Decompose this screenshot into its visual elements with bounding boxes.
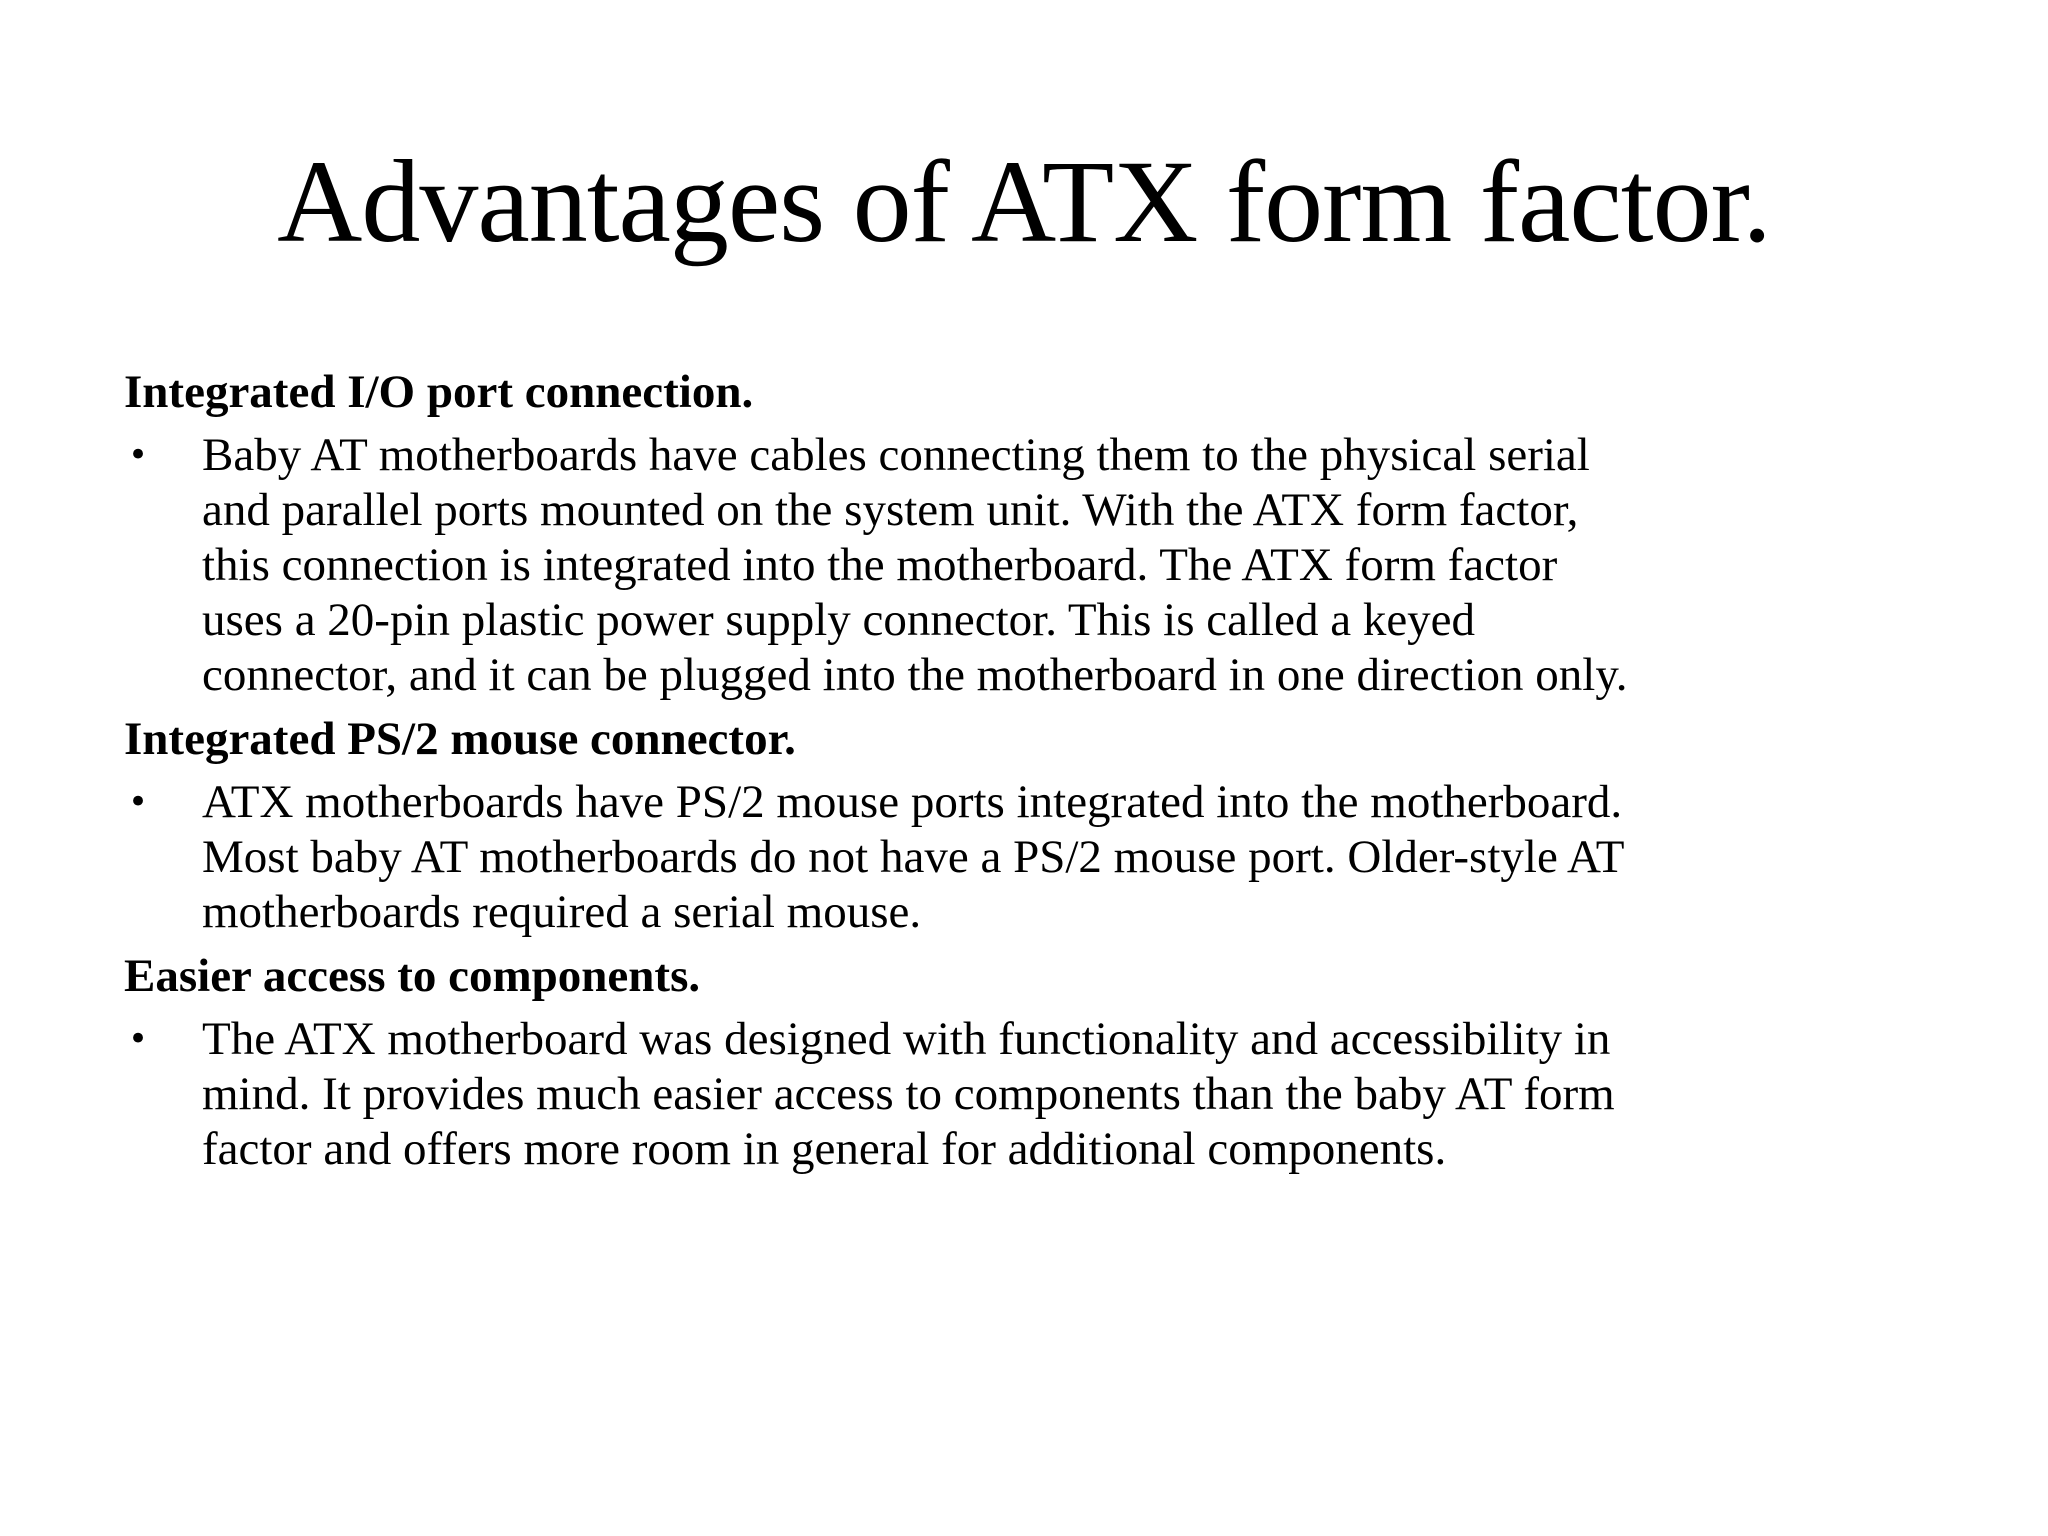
bullet-line: connector, and it can be plugged into the motherboard in one direction only.: [202, 649, 1628, 701]
bullet-line: and parallel ports mounted on the system unit. With the ATX form factor,: [202, 484, 1579, 536]
bullet-line: uses a 20-pin plastic power supply connector. This is called a keyed: [202, 594, 1476, 646]
slide-title: Advantages of ATX form factor.: [277, 136, 1771, 267]
bullet-line: this connection is integrated into the motherboard. The ATX form factor: [202, 539, 1558, 591]
bullet-line: Baby AT motherboards have cables connecting them to the physical serial: [202, 429, 1590, 481]
bullet-io-port: [124, 428, 1964, 703]
bullet-icon: •: [128, 782, 149, 822]
section-heading-io-port: Integrated I/O port connection.: [124, 366, 754, 418]
section-heading-easier-access: Easier access to components.: [124, 950, 701, 1002]
bullet-line: Most baby AT motherboards do not have a PS/2 mouse port. Older-style AT: [202, 831, 1625, 883]
bullet-line: motherboards required a serial mouse.: [202, 886, 922, 938]
slide-content: [124, 364, 1964, 1185]
section-heading-ps2-mouse: Integrated PS/2 mouse connector.: [124, 713, 796, 765]
bullet-ps2-mouse: [124, 775, 1964, 940]
bullet-line: The ATX motherboard was designed with functionality and accessibility in: [202, 1013, 1611, 1065]
bullet-icon: •: [128, 435, 149, 475]
bullet-easier-access: [124, 1012, 1964, 1177]
bullet-line: mind. It provides much easier access to components than the baby AT form: [202, 1068, 1615, 1120]
bullet-line: ATX motherboards have PS/2 mouse ports integrated into the motherboard.: [202, 776, 1623, 828]
bullet-icon: •: [128, 1019, 149, 1059]
bullet-line: factor and offers more room in general for additional components.: [202, 1123, 1447, 1175]
